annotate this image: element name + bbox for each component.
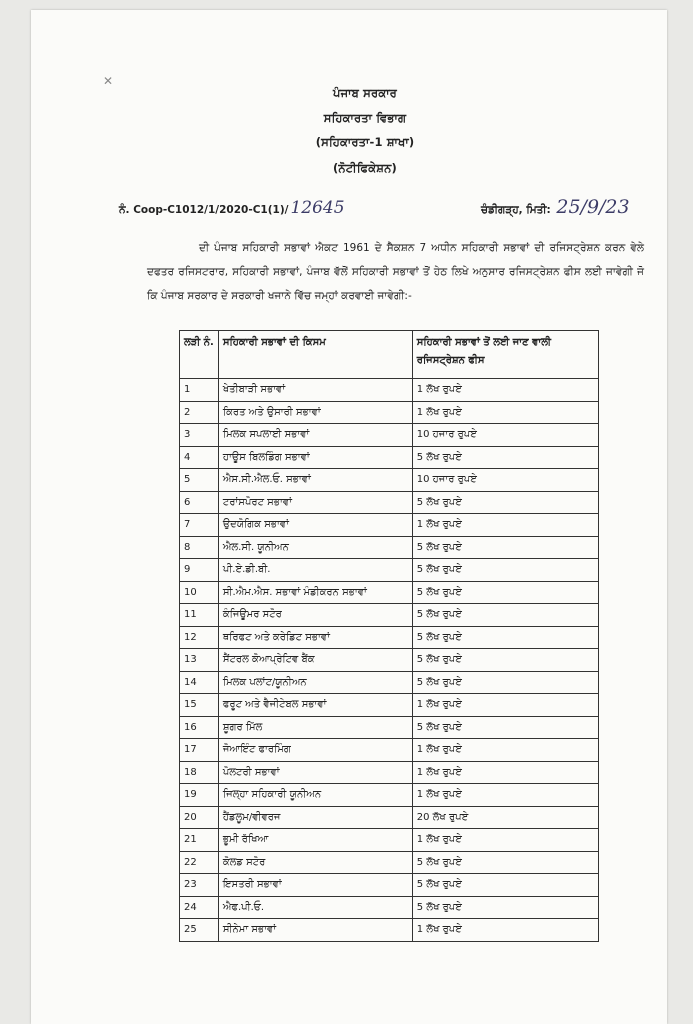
cell-serial: 2 (180, 401, 219, 424)
table-row (180, 536, 599, 559)
cell-fee: 5 ਲੱਖ ਰੁਪਏ (412, 559, 598, 582)
cell-fee: 5 ਲੱਖ ਰੁਪਏ (412, 446, 598, 469)
cell-fee: 5 ਲੱਖ ਰੁਪਏ (412, 851, 598, 874)
cell-fee: 5 ਲੱਖ ਰੁਪਏ (412, 896, 598, 919)
cell-fee: 5 ਲੱਖ ਰੁਪਏ (412, 581, 598, 604)
cell-society-type: ਫਰੂਟ ਅਤੇ ਵੈਜੀਟੇਬਲ ਸਭਾਵਾਂ (218, 694, 412, 717)
cell-serial: 24 (180, 896, 219, 919)
cell-serial: 14 (180, 671, 219, 694)
table-row (180, 806, 599, 829)
government-heading: ਪੰਜਾਬ ਸਰਕਾਰ (332, 86, 398, 100)
cell-fee: 1 ਲੱਖ ਰੁਪਏ (412, 784, 598, 807)
cell-serial: 7 (180, 514, 219, 537)
cell-society-type: ਹੈਂਡਲੂਮ/ਵੀਵਰਜ (218, 806, 412, 829)
cell-fee: 1 ਲੱਖ ਰੁਪਏ (412, 919, 598, 942)
cell-serial: 25 (180, 919, 219, 942)
cell-fee: 5 ਲੱਖ ਰੁਪਏ (412, 649, 598, 672)
department-heading: ਸਹਿਕਾਰਤਾ ਵਿਭਾਗ (323, 111, 407, 125)
cell-serial: 6 (180, 491, 219, 514)
cell-society-type: ਕੋਲਡ ਸਟੋਰ (218, 851, 412, 874)
cell-serial: 17 (180, 739, 219, 762)
table-row (180, 446, 599, 469)
table-row (180, 469, 599, 492)
table-row (180, 784, 599, 807)
cell-society-type: ਟਰਾਂਸਪੋਰਟ ਸਭਾਵਾਂ (218, 491, 412, 514)
place-label: ਚੰਡੀਗੜ੍ਹ, ਮਿਤੀ: (481, 204, 551, 216)
header-registration-fee: ਸਹਿਕਾਰੀ ਸਭਾਵਾਂ ਤੋਂ ਲਈ ਜਾਣ ਵਾਲੀ ਰਜਿਸਟ੍ਰੇਸ਼ਨ ਫੀਸ (412, 331, 598, 379)
cell-society-type: ਮਿਲਕ ਪਲਾਂਟ/ਯੂਨੀਅਨ (218, 671, 412, 694)
table-row (180, 919, 599, 942)
cell-serial: 20 (180, 806, 219, 829)
table-row (180, 491, 599, 514)
handwritten-number: 12645 (290, 198, 345, 218)
cell-serial: 4 (180, 446, 219, 469)
cell-serial: 8 (180, 536, 219, 559)
cell-society-type: ਸੀਨੇਮਾ ਸਭਾਵਾਂ (218, 919, 412, 942)
cell-serial: 12 (180, 626, 219, 649)
cell-fee: 20 ਲੱਖ ਰੁਪਏ (412, 806, 598, 829)
cell-fee: 5 ਲੱਖ ਰੁਪਏ (412, 536, 598, 559)
cell-society-type: ਭੂਮੀ ਰੱਖਿਆ (218, 829, 412, 852)
table-row (180, 716, 599, 739)
cell-serial: 11 (180, 604, 219, 627)
reference-number (119, 198, 345, 218)
cell-fee: 1 ਲੱਖ ਰੁਪਏ (412, 739, 598, 762)
cell-serial: 22 (180, 851, 219, 874)
branch-heading: (ਸਹਿਕਾਰਤਾ-1 ਸ਼ਾਖਾ) (315, 135, 415, 149)
cell-society-type: ਉਦਯੋਗਿਕ ਸਭਾਵਾਂ (218, 514, 412, 537)
cell-fee: 10 ਹਜਾਰ ਰੁਪਏ (412, 469, 598, 492)
table-row (180, 874, 599, 897)
notification-heading: (ਨੋਟੀਫਿਕੇਸ਼ਨ) (332, 161, 398, 175)
cell-fee: 10 ਹਜਾਰ ਰੁਪਏ (412, 424, 598, 447)
table-row (180, 379, 599, 402)
body-paragraph (147, 236, 644, 308)
cell-fee: 5 ਲੱਖ ਰੁਪਏ (412, 874, 598, 897)
cell-society-type: ਕਿਰਤ ਅਤੇ ਉਸਾਰੀ ਸਭਾਵਾਂ (218, 401, 412, 424)
cell-society-type: ਹਾਊਸ ਬਿਲਡਿੰਗ ਸਭਾਵਾਂ (218, 446, 412, 469)
cell-society-type: ਸ਼ੂਗਰ ਮਿੱਲ (218, 716, 412, 739)
body-text: ਦੀ ਪੰਜਾਬ ਸਹਿਕਾਰੀ ਸਭਾਵਾਂ ਐਕਟ 1961 ਦੇ ਸੈਕਸ਼ਨ 7 ਅਧੀਨ ਸਹਿਕਾਰੀ ਸਭਾਵਾਂ ਦੀ ਰਜਿਸਟ੍ਰੇਸ਼ਨ ਕਰਨ ਵੇਲੇ ਦਫਤਰ ਰਜਿਸਟਰਾਰ, ਸਹਿਕਾਰੀ ਸਭਾਵਾਂ, ਪੰਜਾਬ ਵੱਲੋਂ ਸਹਿਕਾਰੀ ਸਭਾਵਾਂ ਤੋਂ ਹੇਠ ਲਿਖੇ ਅਨੁਸਾਰ ਰਜਿਸਟ੍ਰੇਸ਼ਨ ਫੀਸ ਲਈ ਜਾਵੇਗੀ ਜੋ ਕਿ ਪੰਜਾਬ ਸਰਕਾਰ ਦੇ ਸਰਕਾਰੀ ਖਜਾਨੇ ਵਿੱਚ ਜਮ੍ਹਾਂ ਕਰਵਾਈ ਜਾਵੇਗੀ:- (147, 242, 644, 302)
registration-fee-table (179, 330, 599, 942)
cell-society-type: ਕੰਜਿਊਮਰ ਸਟੋਰ (218, 604, 412, 627)
table-row (180, 739, 599, 762)
table-row (180, 761, 599, 784)
cell-society-type: ਥਰਿਫਟ ਅਤੇ ਕਰੇਡਿਟ ਸਭਾਵਾਂ (218, 626, 412, 649)
table-row (180, 604, 599, 627)
table-row (180, 559, 599, 582)
table-row (180, 896, 599, 919)
paper-mark: ✕ (103, 74, 114, 88)
table-row (180, 851, 599, 874)
cell-society-type: ਐਸ.ਸੀ.ਐਲ.ਓ. ਸਭਾਵਾਂ (218, 469, 412, 492)
cell-fee: 1 ਲੱਖ ਰੁਪਏ (412, 761, 598, 784)
cell-serial: 3 (180, 424, 219, 447)
cell-society-type: ਖੇਤੀਬਾੜੀ ਸਭਾਵਾਂ (218, 379, 412, 402)
place-date (481, 196, 630, 218)
table-row (180, 401, 599, 424)
cell-society-type: ਮਿਲਕ ਸਪਲਾਈ ਸਭਾਵਾਂ (218, 424, 412, 447)
table-body (180, 379, 599, 942)
cell-fee: 5 ਲੱਖ ਰੁਪਏ (412, 626, 598, 649)
table-row (180, 829, 599, 852)
cell-fee: 5 ਲੱਖ ਰੁਪਏ (412, 491, 598, 514)
cell-fee: 1 ਲੱਖ ਰੁਪਏ (412, 829, 598, 852)
table-row (180, 694, 599, 717)
cell-serial: 16 (180, 716, 219, 739)
cell-society-type: ਜੋਆਇੰਟ ਫਾਰਮਿੰਗ (218, 739, 412, 762)
table-row (180, 424, 599, 447)
cell-fee: 1 ਲੱਖ ਰੁਪਏ (412, 379, 598, 402)
table-header-row (180, 331, 599, 379)
cell-society-type: ਐਲ.ਸੀ. ਯੂਨੀਅਨ (218, 536, 412, 559)
cell-fee: 1 ਲੱਖ ਰੁਪਏ (412, 694, 598, 717)
table-row (180, 581, 599, 604)
cell-serial: 13 (180, 649, 219, 672)
table-row (180, 671, 599, 694)
table-row (180, 514, 599, 537)
cell-serial: 10 (180, 581, 219, 604)
cell-society-type: ਜਿਲ੍ਹਾ ਸਹਿਕਾਰੀ ਯੂਨੀਅਨ (218, 784, 412, 807)
cell-serial: 23 (180, 874, 219, 897)
cell-serial: 1 (180, 379, 219, 402)
table-row (180, 626, 599, 649)
cell-fee: 5 ਲੱਖ ਰੁਪਏ (412, 671, 598, 694)
cell-serial: 9 (180, 559, 219, 582)
cell-serial: 19 (180, 784, 219, 807)
table-row (180, 649, 599, 672)
header-society-type: ਸਹਿਕਾਰੀ ਸਭਾਵਾਂ ਦੀ ਕਿਸਮ (218, 331, 412, 379)
cell-serial: 5 (180, 469, 219, 492)
cell-society-type: ਇਸਤਰੀ ਸਭਾਵਾਂ (218, 874, 412, 897)
cell-serial: 21 (180, 829, 219, 852)
cell-fee: 1 ਲੱਖ ਰੁਪਏ (412, 514, 598, 537)
reference-label: ਨੰ. Coop-C1012/1/2020-C1(1)/ (119, 204, 289, 216)
cell-society-type: ਸੀ.ਐਮ.ਐਸ. ਸਭਾਵਾਂ ਮੰਡੀਕਰਨ ਸਭਾਵਾਂ (218, 581, 412, 604)
handwritten-date: 25/9/23 (556, 196, 630, 218)
cell-society-type: ਐਫ.ਪੀ.ਓ. (218, 896, 412, 919)
cell-fee: 5 ਲੱਖ ਰੁਪਏ (412, 604, 598, 627)
cell-society-type: ਪੀ.ਏ.ਡੀ.ਬੀ. (218, 559, 412, 582)
cell-society-type: ਸੈਂਟਰਲ ਕੋਆਪ੍ਰੇਟਿਵ ਬੈਂਕ (218, 649, 412, 672)
header-serial: ਲੜੀ ਨੰ. (180, 331, 219, 379)
cell-fee: 1 ਲੱਖ ਰੁਪਏ (412, 401, 598, 424)
cell-fee: 5 ਲੱਖ ਰੁਪਏ (412, 716, 598, 739)
cell-serial: 18 (180, 761, 219, 784)
document-page (31, 10, 667, 1024)
cell-society-type: ਪੋਲਟਰੀ ਸਭਾਵਾਂ (218, 761, 412, 784)
cell-serial: 15 (180, 694, 219, 717)
